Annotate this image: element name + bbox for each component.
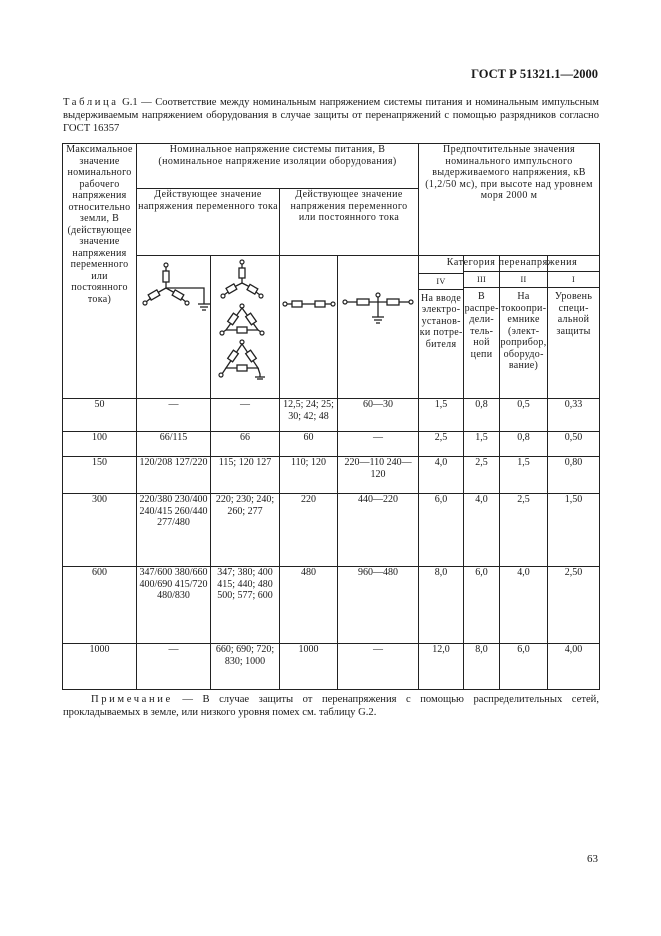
- category-ii-desc: На токооприемнике (электроприбор, оборудование): [500, 287, 547, 372]
- ac-voltage-header: Действующее значение напряжения переменного тока: [137, 189, 280, 256]
- category-i-value: 0,80: [548, 457, 600, 494]
- table-note: [63, 693, 599, 719]
- page-number: 63: [587, 853, 598, 865]
- category-iii-cell: [464, 256, 500, 399]
- table-row: [63, 494, 600, 567]
- max-voltage-cell: 1000: [63, 644, 137, 690]
- category-i-value: 0,33: [548, 399, 600, 432]
- table-caption-text: G.1 — Соответствие между номинальным напряжением системы питания и номинальным импульсным выдерживаемым напряжением оборудования в случае защиты от перенапряжений с помощью разрядников согласно ГОСТ 16357: [63, 97, 599, 134]
- note-label: Примечание: [91, 694, 173, 705]
- ac-three-phase-cell: 120/208 127/220: [137, 457, 211, 494]
- ac-three-phase-alt-cell: 115; 120 127: [211, 457, 280, 494]
- table-row: [63, 567, 600, 644]
- three-phase-system-icon: [212, 256, 281, 381]
- ac-three-phase-alt-cell: 220; 230; 240; 260; 277: [211, 494, 280, 567]
- table-caption-label: Таблица: [63, 97, 119, 108]
- max-voltage-cell: 50: [63, 399, 137, 432]
- category-ii-value: 0,5: [500, 399, 548, 432]
- table-row: [63, 644, 600, 690]
- category-iv-value: 8,0: [419, 567, 464, 644]
- single-phase-three-wire-cell: 440—220: [338, 494, 419, 567]
- category-header-label: Категория перенапряжения: [446, 257, 578, 268]
- table-row: [63, 432, 600, 457]
- max-voltage-header: Максимальное значение номинального рабочего напряжения относительно земли, В (действующее значение напряжения переменного или постоянного тока): [63, 144, 137, 399]
- ac-three-phase-alt-cell: 347; 380; 400 415; 440; 480 500; 577; 600: [211, 567, 280, 644]
- single-phase-two-wire-symbol: [280, 256, 338, 399]
- category-iv-value: 6,0: [419, 494, 464, 567]
- single-phase-cell: 110; 120: [280, 457, 338, 494]
- category-ii-value: 2,5: [500, 494, 548, 567]
- category-iii-value: 0,8: [464, 399, 500, 432]
- category-ii-value: 1,5: [500, 457, 548, 494]
- ac-three-phase-alt-cell: —: [211, 399, 280, 432]
- category-iii-value: 2,5: [464, 457, 500, 494]
- table-row: [63, 399, 600, 432]
- note-text: — В случае защиты от перенапряжения с помощью распределительных сетей, прокладываемых в земле, или низкого уровня помех см. таблицу G.2.: [63, 694, 599, 718]
- category-i-value: 4,00: [548, 644, 600, 690]
- category-iv-value: 2,5: [419, 432, 464, 457]
- category-iv-roman: IV: [419, 273, 463, 287]
- category-iv-value: 4,0: [419, 457, 464, 494]
- category-ii-roman: II: [500, 271, 547, 285]
- max-voltage-cell: 300: [63, 494, 137, 567]
- three-phase-star-grounded-symbol: [137, 256, 211, 399]
- single-phase-cell: 480: [280, 567, 338, 644]
- three-phase-star-grounded-icon: [138, 256, 212, 326]
- category-i-desc: Уровень специальной защиты: [548, 287, 599, 337]
- single-phase-cell: 1000: [280, 644, 338, 690]
- category-ii-value: 4,0: [500, 567, 548, 644]
- table-row: [63, 457, 600, 494]
- max-voltage-cell: 100: [63, 432, 137, 457]
- category-iii-desc: В распределительной цепи: [464, 287, 499, 360]
- category-ii-cell: [500, 256, 548, 399]
- ac-three-phase-cell: —: [137, 399, 211, 432]
- single-phase-cell: 220: [280, 494, 338, 567]
- category-iii-value: 8,0: [464, 644, 500, 690]
- category-iii-value: 4,0: [464, 494, 500, 567]
- ac-three-phase-alt-cell: 660; 690; 720; 830; 1000: [211, 644, 280, 690]
- preferred-impulse-header: Предпочтительные значения номинального импульсного выдерживаемого напряжения, кВ (1,2/50 мс), при высоте над уровнем моря 2000 м: [419, 144, 600, 256]
- category-iii-roman: III: [464, 271, 499, 285]
- max-voltage-cell: 600: [63, 567, 137, 644]
- table-caption: [63, 97, 599, 135]
- single-phase-cell: 60: [280, 432, 338, 457]
- category-iv-value: 12,0: [419, 644, 464, 690]
- ac-dc-voltage-header: Действующее значение напряжения переменного или постоянного тока: [280, 189, 419, 256]
- category-i-cell: [548, 256, 600, 399]
- single-phase-two-wire-icon: [281, 256, 339, 326]
- category-iii-value: 1,5: [464, 432, 500, 457]
- single-phase-three-wire-cell: 220—110 240—120: [338, 457, 419, 494]
- category-iv-value: 1,5: [419, 399, 464, 432]
- document-header: ГОСТ Р 51321.1—2000: [471, 67, 598, 81]
- category-i-value: 2,50: [548, 567, 600, 644]
- category-iii-value: 6,0: [464, 567, 500, 644]
- single-phase-cell: 12,5; 24; 25; 30; 42; 48: [280, 399, 338, 432]
- category-i-value: 1,50: [548, 494, 600, 567]
- voltage-table: [62, 143, 600, 690]
- single-phase-three-wire-cell: 960—480: [338, 567, 419, 644]
- single-phase-three-wire-cell: —: [338, 432, 419, 457]
- single-phase-three-wire-cell: 60—30: [338, 399, 419, 432]
- single-phase-three-wire-grounded-icon: [339, 256, 420, 331]
- ac-three-phase-alt-cell: 66: [211, 432, 280, 457]
- single-phase-three-wire-symbol: [338, 256, 419, 399]
- nominal-voltage-header: Номинальное напряжение системы питания, В (номинальное напряжение изоляции оборудования): [137, 144, 419, 189]
- category-iv-desc: На вводе электроустановки потребителя: [419, 289, 463, 351]
- max-voltage-cell: 150: [63, 457, 137, 494]
- category-i-roman: I: [548, 271, 599, 285]
- category-ii-value: 0,8: [500, 432, 548, 457]
- ac-three-phase-cell: —: [137, 644, 211, 690]
- ac-three-phase-cell: 220/380 230/400 240/415 260/440 277/480: [137, 494, 211, 567]
- category-ii-value: 6,0: [500, 644, 548, 690]
- ac-three-phase-cell: 347/600 380/660 400/690 415/720 480/830: [137, 567, 211, 644]
- ac-three-phase-cell: 66/115: [137, 432, 211, 457]
- three-phase-system-symbols: [211, 256, 280, 399]
- single-phase-three-wire-cell: —: [338, 644, 419, 690]
- category-i-value: 0,50: [548, 432, 600, 457]
